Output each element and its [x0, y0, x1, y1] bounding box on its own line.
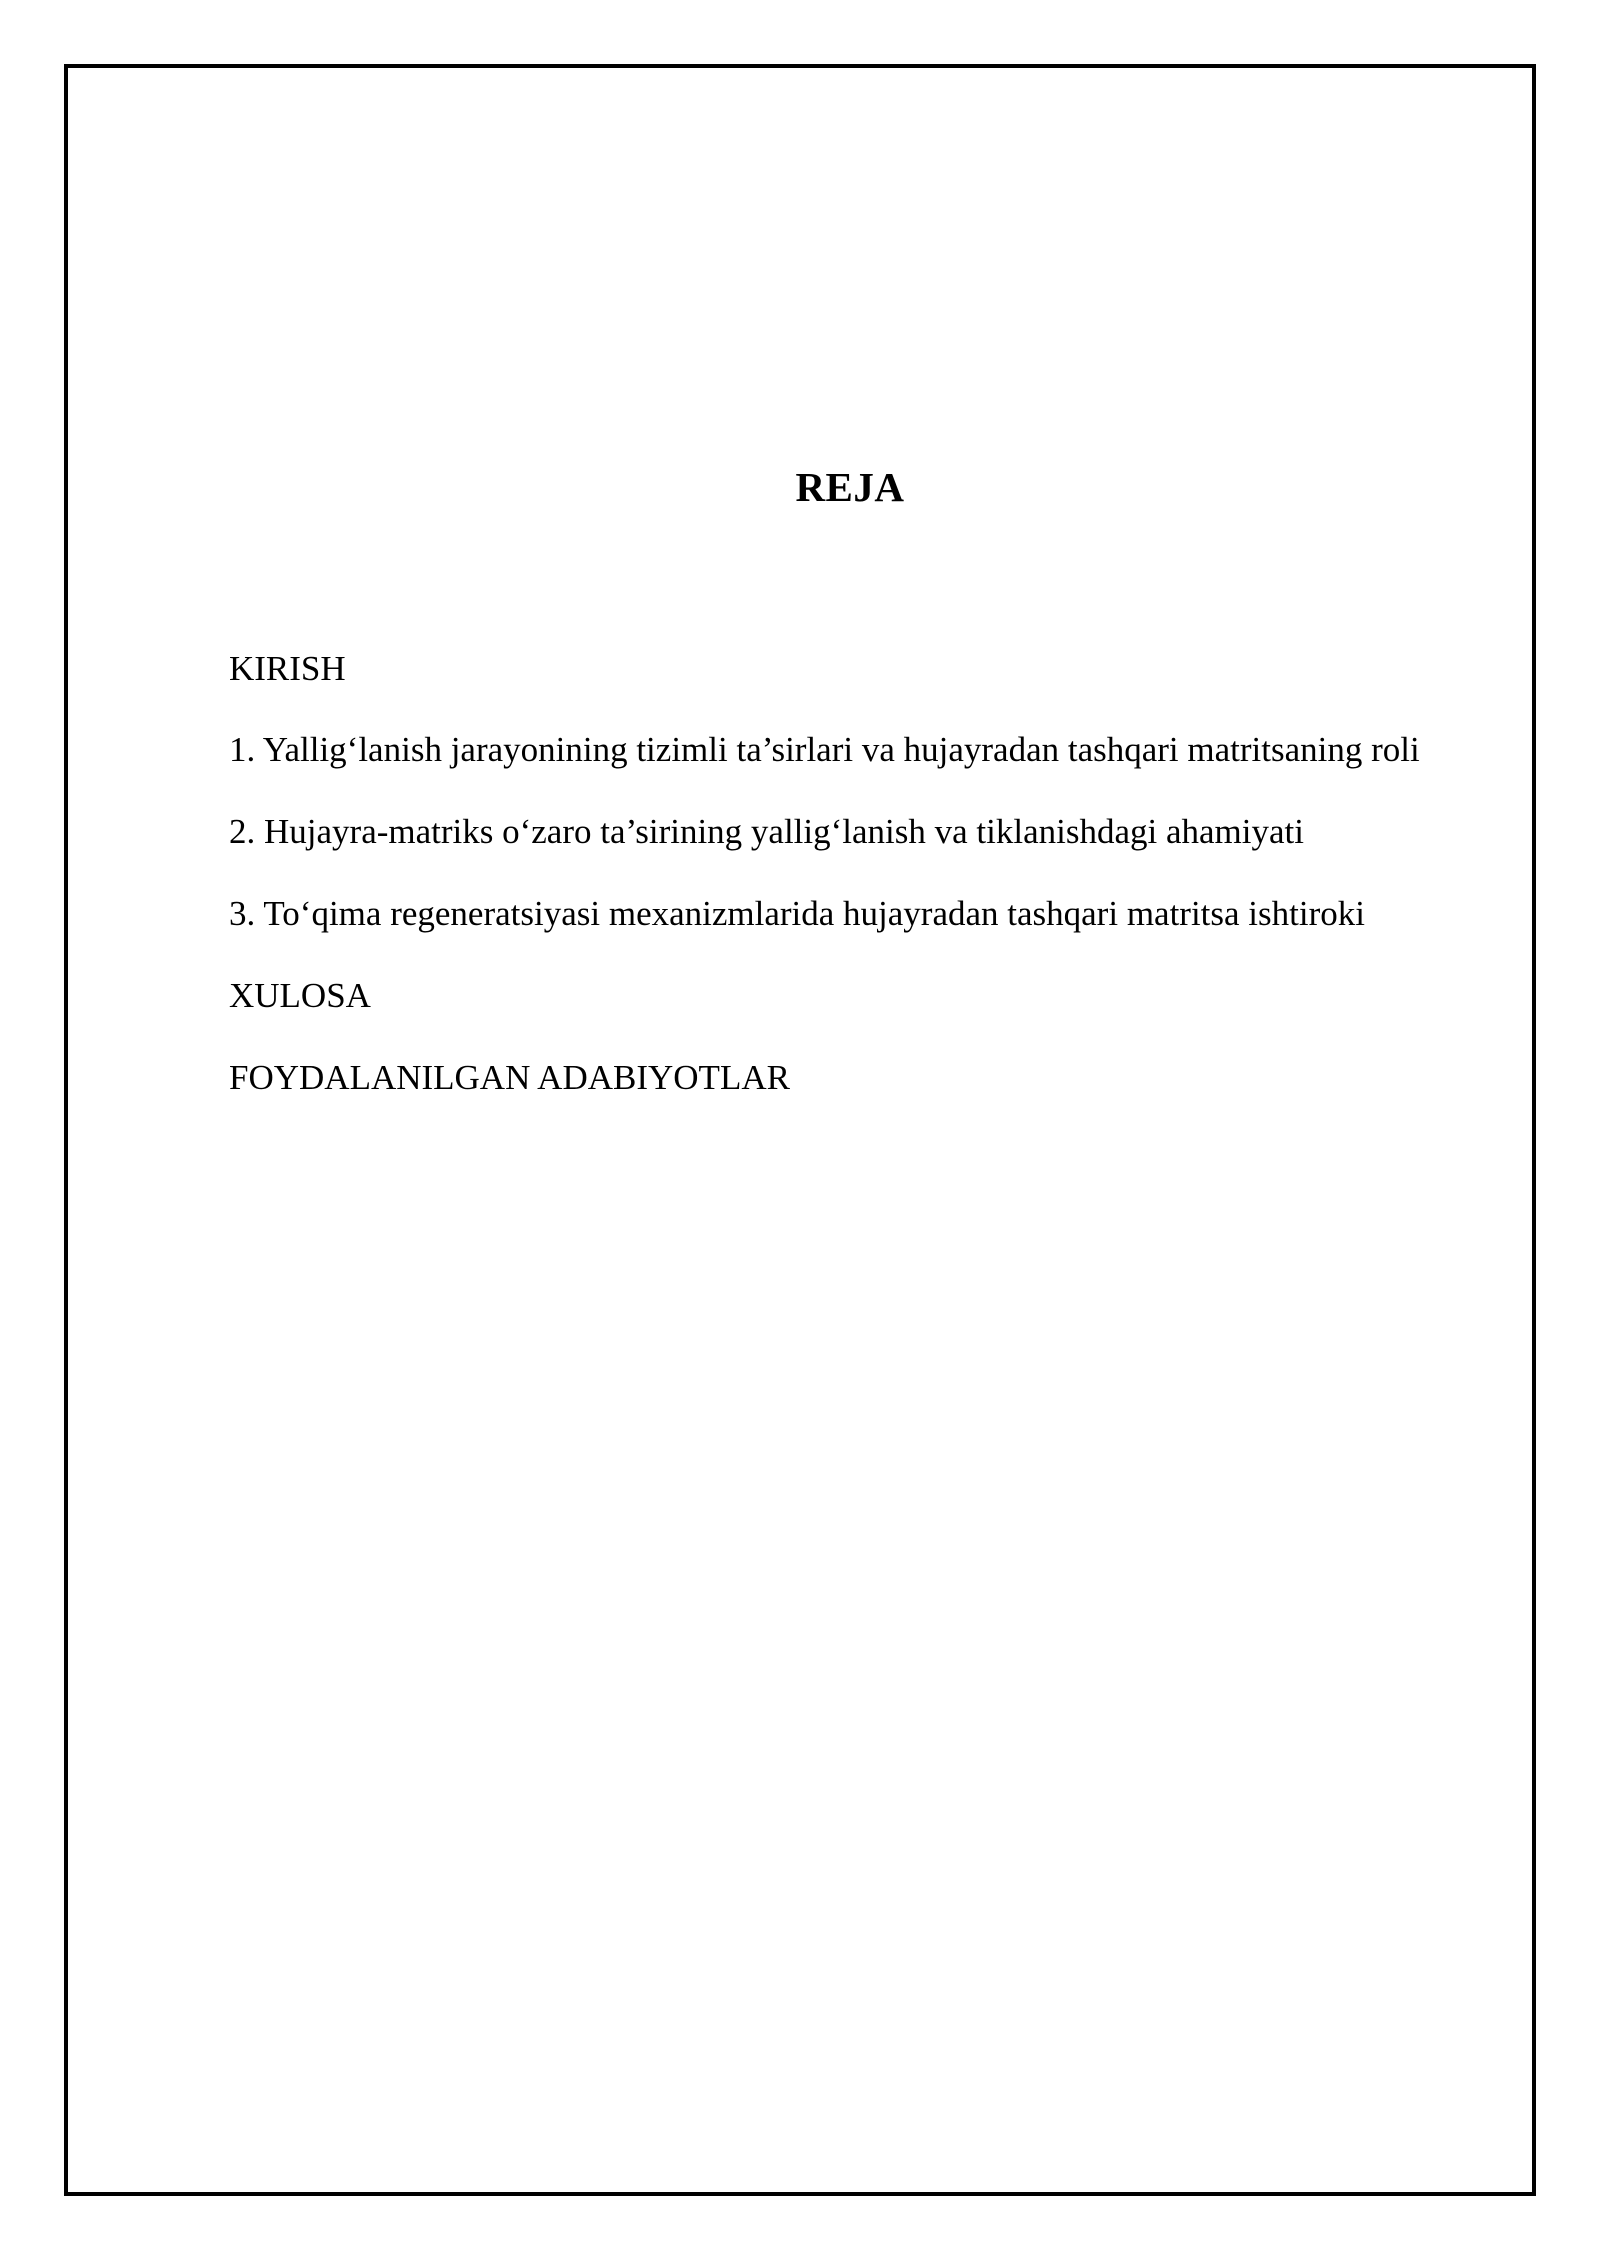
- page-title: REJA: [795, 464, 905, 510]
- toc-entry-1: 1. Yallig‘lanish jarayonining tizimli ta’sirlari va hujayradan tashqari matritsaning roli: [229, 730, 1420, 769]
- toc-entry-3: 3. To‘qima regeneratsiyasi mexanizmlarida hujayradan tashqari matritsa ishtiroki: [229, 894, 1365, 933]
- toc-entry-references: FOYDALANILGAN ADABIYOTLAR: [229, 1058, 790, 1097]
- table-of-contents: [229, 637, 1469, 1128]
- toc-entry-2: 2. Hujayra-matriks o‘zaro ta’sirining yallig‘lanish va tiklanishdagi ahamiyati: [229, 812, 1304, 851]
- toc-entry-conclusion: XULOSA: [229, 976, 371, 1015]
- toc-entry-introduction: KIRISH: [229, 649, 346, 688]
- page-border: [64, 64, 1536, 2196]
